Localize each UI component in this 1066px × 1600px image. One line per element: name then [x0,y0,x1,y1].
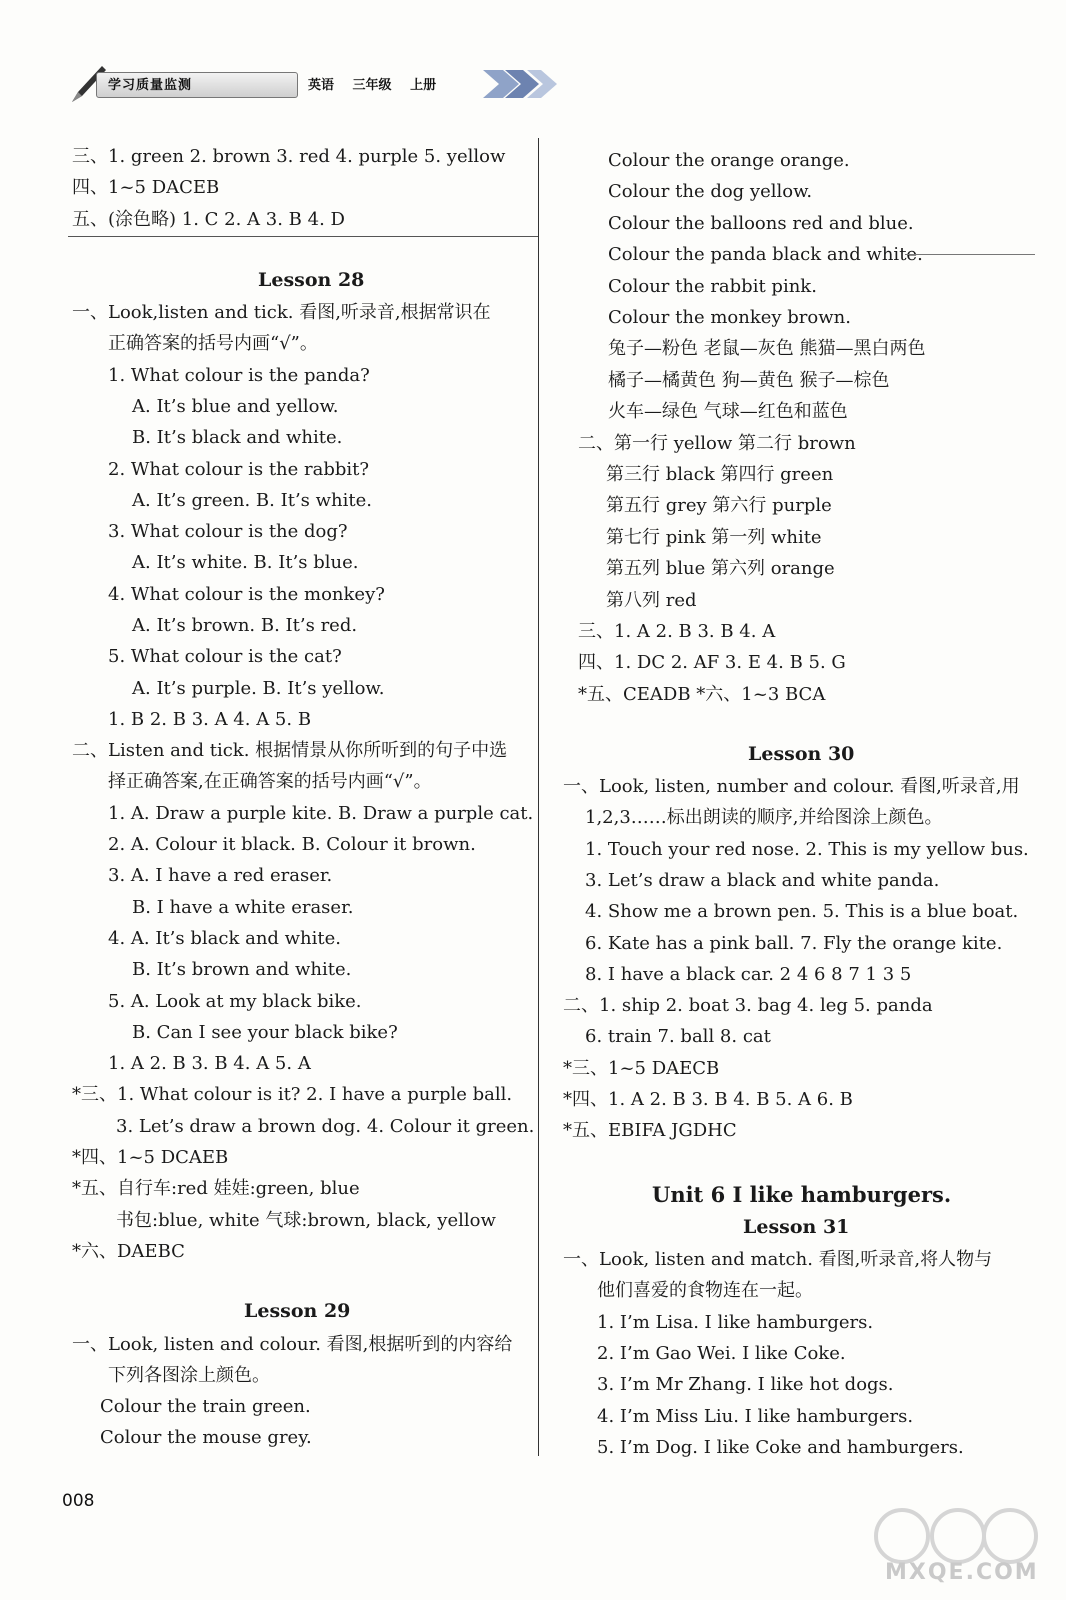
answer-line: 四、1. DC 2. AF 3. E 4. B 5. G [578,652,846,674]
answer-line: A. It’s blue and yellow. [132,396,339,417]
answer-line: 五、(涂色略) 1. C 2. A 3. B 4. D [72,209,345,230]
answer-line: 兔子—粉色 老鼠—灰色 熊猫—黑白两色 [608,338,926,360]
lesson-heading: Lesson 31 [743,1216,850,1238]
answer-line: 他们喜爱的食物连在一起。 [597,1280,813,1302]
subject-name: 英语 [308,78,335,93]
answer-line: Colour the panda black and white. [608,244,923,266]
answer-line: 6. train 7. ball 8. cat [585,1026,771,1048]
answer-line: 一、Look, listen and match. 看图,听录音,将人物与 [563,1249,993,1270]
answer-line: 正确答案的括号内画“√”。 [108,333,318,354]
answer-line: 二、1. ship 2. boat 3. bag 4. leg 5. panda [563,995,933,1017]
answer-line: B. I have a white eraser. [132,897,354,918]
answer-line: *六、DAEBC [72,1241,185,1262]
answer-line: 5. A. Look at my black bike. [108,991,362,1012]
answer-line: Colour the mouse grey. [100,1427,312,1448]
answer-line: 1. B 2. B 3. A 4. A 5. B [108,709,312,730]
answer-line: 二、第一行 yellow 第二行 brown [578,432,856,454]
lesson-heading: Lesson 29 [244,1300,351,1322]
grade-name: 三年级 [352,78,392,93]
answer-line: 8. I have a black car. 2 4 6 8 7 1 3 5 [585,963,912,985]
answer-line: *三、1. What colour is it? 2. I have a purple ball. [72,1084,513,1105]
lesson-heading: Lesson 30 [748,743,855,765]
dash-line [905,254,1035,255]
unit-heading: Unit 6 I like hamburgers. [652,1182,952,1207]
answer-line: 2. What colour is the rabbit? [108,459,370,480]
answer-line: 二、Listen and tick. 根据情景从你所听到的句子中选 [72,740,508,761]
answer-line: 1,2,3……标出朗读的顺序,并给图涂上颜色。 [585,807,943,829]
answer-line: Colour the rabbit pink. [608,275,817,297]
page-number: 008 [62,1491,95,1511]
answer-line: 2. I’m Gao Wei. I like Coke. [597,1342,846,1364]
column-divider [538,138,539,1456]
answer-line: Colour the dog yellow. [608,181,813,203]
answer-line: 3. I’m Mr Zhang. I like hot dogs. [597,1374,894,1396]
answer-line: *五、CEADB *六、1~3 BCA [578,683,826,705]
answer-line: 1. A. Draw a purple kite. B. Draw a purple cat. [108,803,534,824]
answer-line: 下列各图涂上颜色。 [108,1365,270,1386]
answer-line: 第五行 grey 第六行 purple [606,495,832,517]
answer-line: *三、1~5 DAECB [563,1057,720,1079]
answer-line: 三、1. A 2. B 3. B 4. A [578,621,776,642]
answer-line: B. It’s black and white. [132,427,343,448]
answer-line: 5. I’m Dog. I like Coke and hamburgers. [597,1436,964,1458]
answer-line: 2. A. Colour it black. B. Colour it brown. [108,834,476,855]
answer-line: 1. I’m Lisa. I like hamburgers. [597,1311,874,1333]
answer-line: A. It’s green. B. It’s white. [132,490,372,511]
answer-line: 一、Look, listen and colour. 看图,根据听到的内容给 [72,1334,513,1355]
answer-line: 三、1. green 2. brown 3. red 4. purple 5. yellow [72,146,506,167]
volume-name: 上册 [410,78,437,93]
answer-line: Colour the monkey brown. [608,307,851,328]
answer-line: 4. What colour is the monkey? [108,584,385,605]
answer-line: 火车—绿色 气球—红色和蓝色 [608,401,848,423]
answer-line: 3. What colour is the dog? [108,521,348,542]
answer-line: 4. Show me a brown pen. 5. This is a blue boat. [585,901,1019,923]
answer-line: 6. Kate has a pink ball. 7. Fly the orange kite. [585,932,1003,954]
page-header [68,62,508,106]
answer-line: B. It’s brown and white. [132,959,352,980]
answer-line: 一、Look,listen and tick. 看图,听录音,根据常识在 [72,302,491,323]
answer-line: 第五列 blue 第六列 orange [606,558,835,580]
answer-line: 第七行 pink 第一列 white [606,526,822,548]
answer-line: 1. Touch your red nose. 2. This is my yellow bus. [585,838,1029,860]
answer-line: 1. What colour is the panda? [108,365,370,386]
answer-line: 择正确答案,在正确答案的括号内画“√”。 [108,771,432,792]
answer-line: 一、Look, listen, number and colour. 看图,听录音,用 [563,776,1020,797]
answer-line: Colour the orange orange. [608,150,850,171]
answer-line: A. It’s white. B. It’s blue. [132,552,359,573]
answer-line: 第三行 black 第四行 green [606,464,834,485]
answer-line: 3. A. I have a red eraser. [108,865,333,886]
answer-line: 书包:blue, white 气球:brown, black, yellow [116,1210,496,1231]
answer-line: *五、EBIFA JGDHC [563,1120,737,1142]
chevron-right-icon [483,66,563,102]
answer-line: B. Can I see your black bike? [132,1022,398,1043]
answer-line: 3. Let’s draw a brown dog. 4. Colour it green. [116,1116,535,1137]
answer-line: *五、自行车:red 娃娃:green, blue [72,1178,360,1199]
answer-line: 4. I’m Miss Liu. I like hamburgers. [597,1405,914,1427]
watermark-text: MXQE.COM [885,1560,1039,1585]
answer-line: A. It’s brown. B. It’s red. [132,615,358,636]
answer-line: A. It’s purple. B. It’s yellow. [132,678,385,699]
answer-line: *四、1. A 2. B 3. B 4. B 5. A 6. B [563,1089,853,1110]
section-separator [68,236,538,237]
lesson-heading: Lesson 28 [258,269,365,291]
header-badge-text: 学习质量监测 [108,78,193,93]
answer-line: Colour the train green. [100,1396,311,1417]
answer-line: 第八列 red [606,589,697,611]
answer-line: 橘子—橘黄色 狗—黄色 猴子—棕色 [608,369,890,391]
answer-line: 四、1~5 DACEB [72,177,220,198]
header-subject [308,74,450,93]
answer-line: 3. Let’s draw a black and white panda. [585,869,940,891]
answer-line: 5. What colour is the cat? [108,646,342,667]
answer-line: 4. A. It’s black and white. [108,928,342,949]
answer-line: Colour the balloons red and blue. [608,212,914,234]
answer-line: *四、1~5 DCAEB [72,1147,229,1168]
answer-line: 1. A 2. B 3. B 4. A 5. A [108,1053,311,1074]
